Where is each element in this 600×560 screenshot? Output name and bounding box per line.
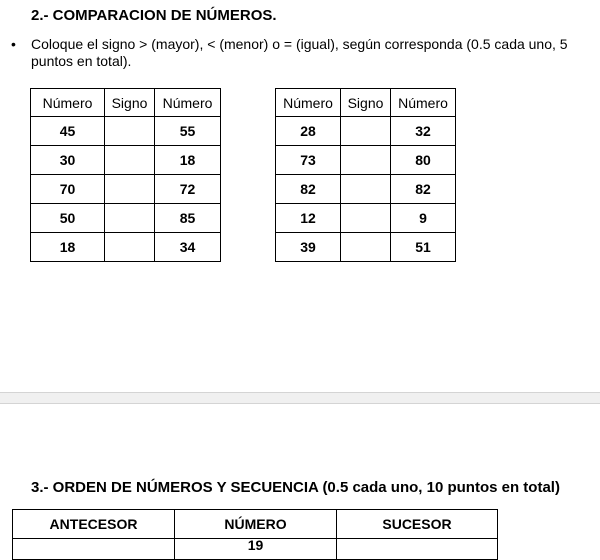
bullet-icon: • [11, 36, 16, 52]
header-signo: Signo [341, 89, 391, 117]
sign-cell[interactable] [105, 233, 155, 262]
table-row [31, 204, 221, 233]
table-row [31, 175, 221, 204]
section-2-heading: 2.- COMPARACION DE NÚMEROS. [31, 7, 277, 24]
table-header-row [13, 510, 498, 539]
right-number: 34 [155, 233, 221, 262]
right-number: 55 [155, 117, 221, 146]
sucesor-cell[interactable] [337, 539, 498, 560]
header-numero: Número [155, 89, 221, 117]
table-row [31, 233, 221, 262]
header-numero: Número [391, 89, 456, 117]
sign-cell[interactable] [341, 204, 391, 233]
sign-cell[interactable] [341, 175, 391, 204]
header-antecesor: ANTECESOR [13, 510, 175, 539]
table-row [276, 233, 456, 262]
header-numero: Número [31, 89, 105, 117]
header-numero: Número [276, 89, 341, 117]
number-value: 19 [247, 537, 264, 553]
left-number: 30 [31, 146, 105, 175]
table-row [276, 117, 456, 146]
table-header-row [31, 89, 221, 117]
table-row [276, 175, 456, 204]
right-number: 51 [391, 233, 456, 262]
comparison-table-right [275, 88, 456, 262]
instruction-text: Coloque el signo > (mayor), < (menor) o = (igual), según corresponda (0.5 cada uno, 5 puntos en total). [31, 36, 568, 69]
left-number: 82 [276, 175, 341, 204]
number-cell [175, 539, 337, 560]
page-break-divider [0, 392, 600, 404]
right-number: 82 [391, 175, 456, 204]
header-signo: Signo [105, 89, 155, 117]
sign-cell[interactable] [105, 175, 155, 204]
table-row [276, 204, 456, 233]
table-header-row [276, 89, 456, 117]
header-sucesor: SUCESOR [337, 510, 498, 539]
sign-cell[interactable] [105, 204, 155, 233]
section-3-heading: 3.- ORDEN DE NÚMEROS Y SECUENCIA (0.5 cada uno, 10 puntos en total) [31, 479, 560, 496]
table-row [31, 146, 221, 175]
right-number: 72 [155, 175, 221, 204]
left-number: 18 [31, 233, 105, 262]
left-number: 39 [276, 233, 341, 262]
sign-cell[interactable] [341, 233, 391, 262]
sign-cell[interactable] [341, 146, 391, 175]
page-lower [0, 404, 600, 553]
antecesor-cell[interactable] [13, 539, 175, 560]
sequence-table [12, 509, 498, 560]
right-number: 85 [155, 204, 221, 233]
left-number: 28 [276, 117, 341, 146]
left-number: 12 [276, 204, 341, 233]
sign-cell[interactable] [105, 117, 155, 146]
right-number: 32 [391, 117, 456, 146]
sign-cell[interactable] [105, 146, 155, 175]
table-row [31, 117, 221, 146]
left-number: 45 [31, 117, 105, 146]
left-number: 70 [31, 175, 105, 204]
left-number: 50 [31, 204, 105, 233]
header-numero: NÚMERO [175, 510, 337, 539]
comparison-table-left [30, 88, 221, 262]
left-number: 73 [276, 146, 341, 175]
table-row [13, 539, 498, 560]
sign-cell[interactable] [341, 117, 391, 146]
table-row [276, 146, 456, 175]
right-number: 9 [391, 204, 456, 233]
right-number: 18 [155, 146, 221, 175]
right-number: 80 [391, 146, 456, 175]
